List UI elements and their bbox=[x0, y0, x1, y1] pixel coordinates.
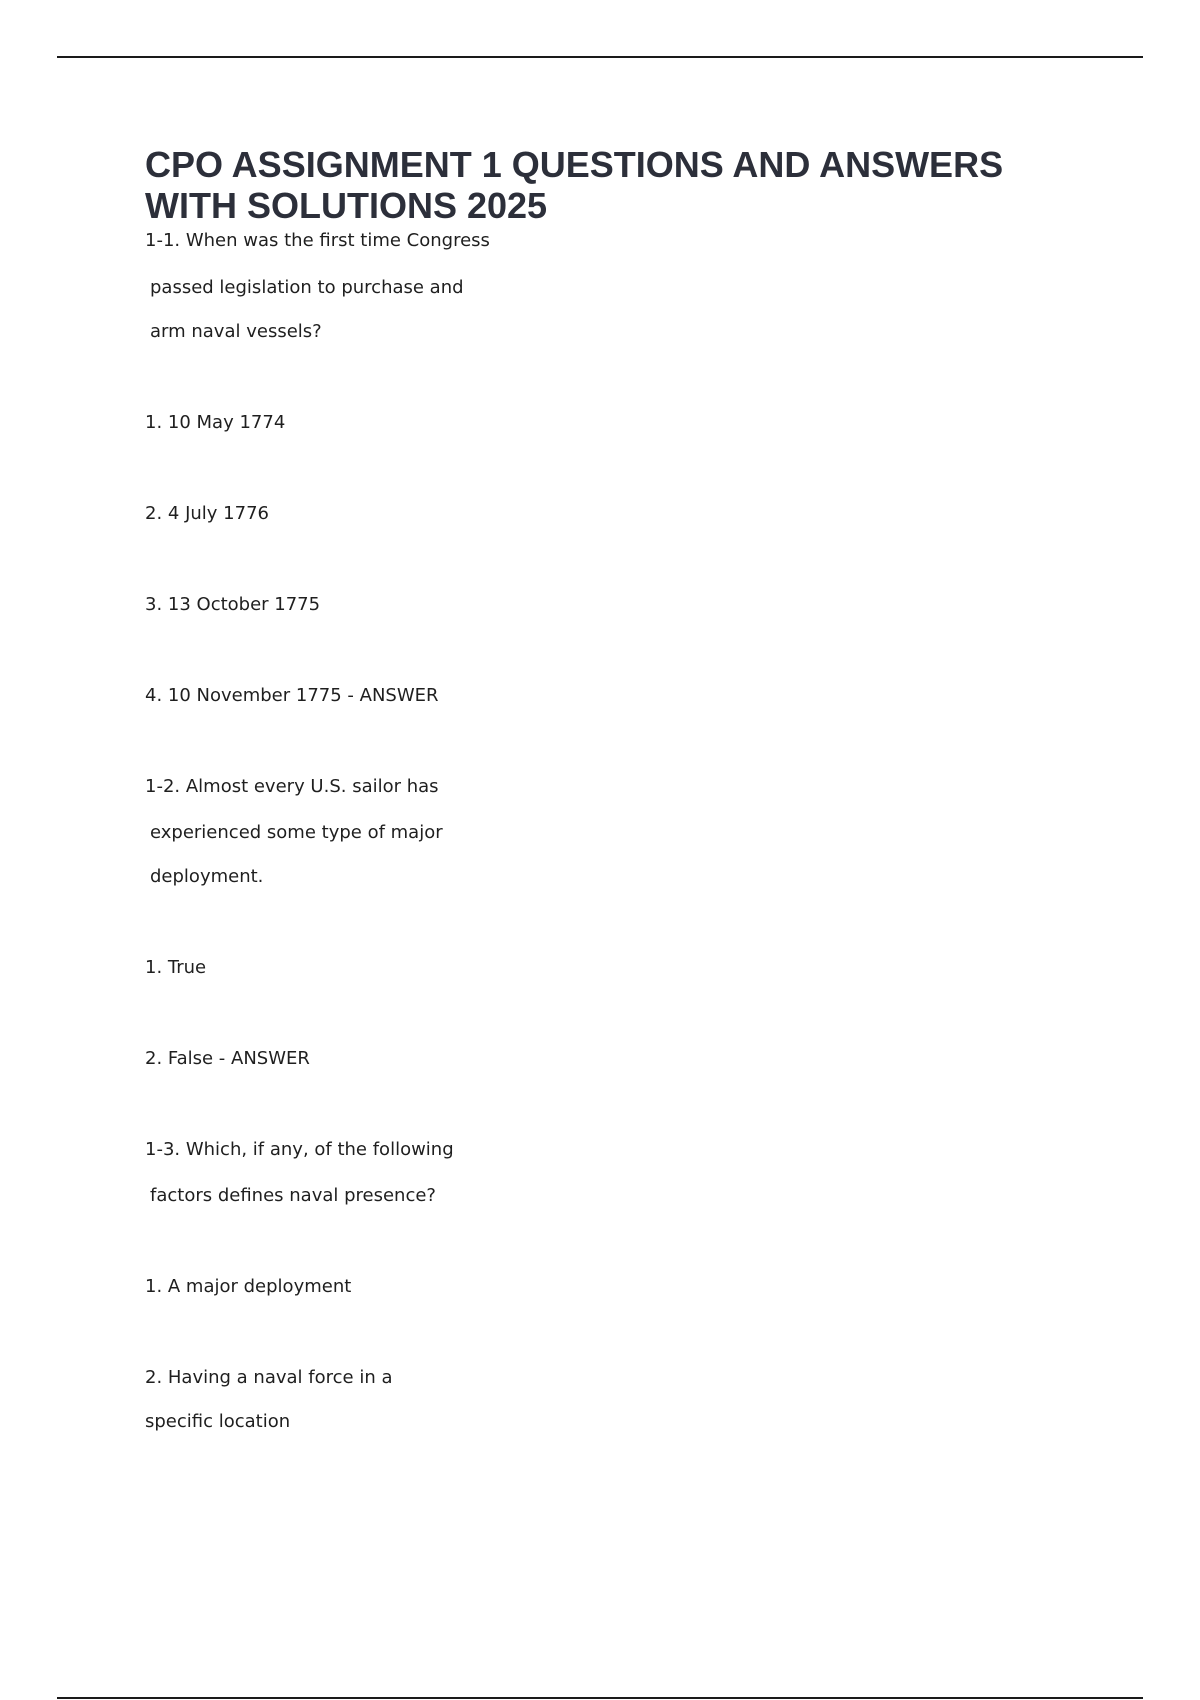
question-1-option-2: 2. 4 July 1776 bbox=[145, 503, 269, 524]
document-title: CPO ASSIGNMENT 1 QUESTIONS AND ANSWERS WITH SOLUTIONS 2025 bbox=[145, 144, 1004, 226]
question-2-option-2-answer: 2. False - ANSWER bbox=[145, 1048, 310, 1069]
question-3-prompt-line-2: factors defines naval presence? bbox=[150, 1185, 436, 1206]
bottom-divider bbox=[57, 1697, 1143, 1699]
question-3-option-1: 1. A major deployment bbox=[145, 1276, 352, 1297]
question-1-option-4-answer: 4. 10 November 1775 - ANSWER bbox=[145, 685, 439, 706]
question-3-option-2-line-1: 2. Having a naval force in a bbox=[145, 1367, 393, 1388]
question-1-option-3: 3. 13 October 1775 bbox=[145, 594, 321, 615]
top-divider bbox=[57, 56, 1143, 58]
question-1-option-1: 1. 10 May 1774 bbox=[145, 412, 286, 433]
question-2-prompt-line-3: deployment. bbox=[150, 866, 264, 887]
question-2-prompt-line-1: 1-2. Almost every U.S. sailor has bbox=[145, 776, 439, 797]
question-2-option-1: 1. True bbox=[145, 957, 207, 978]
question-1-prompt-line-3: arm naval vessels? bbox=[150, 321, 322, 342]
question-2-prompt-line-2: experienced some type of major bbox=[150, 822, 443, 843]
question-1-prompt-line-2: passed legislation to purchase and bbox=[150, 277, 464, 298]
question-1-prompt-line-1: 1-1. When was the first time Congress bbox=[145, 230, 490, 251]
question-3-option-2-line-2: specific location bbox=[145, 1411, 291, 1432]
question-3-prompt-line-1: 1-3. Which, if any, of the following bbox=[145, 1139, 454, 1160]
